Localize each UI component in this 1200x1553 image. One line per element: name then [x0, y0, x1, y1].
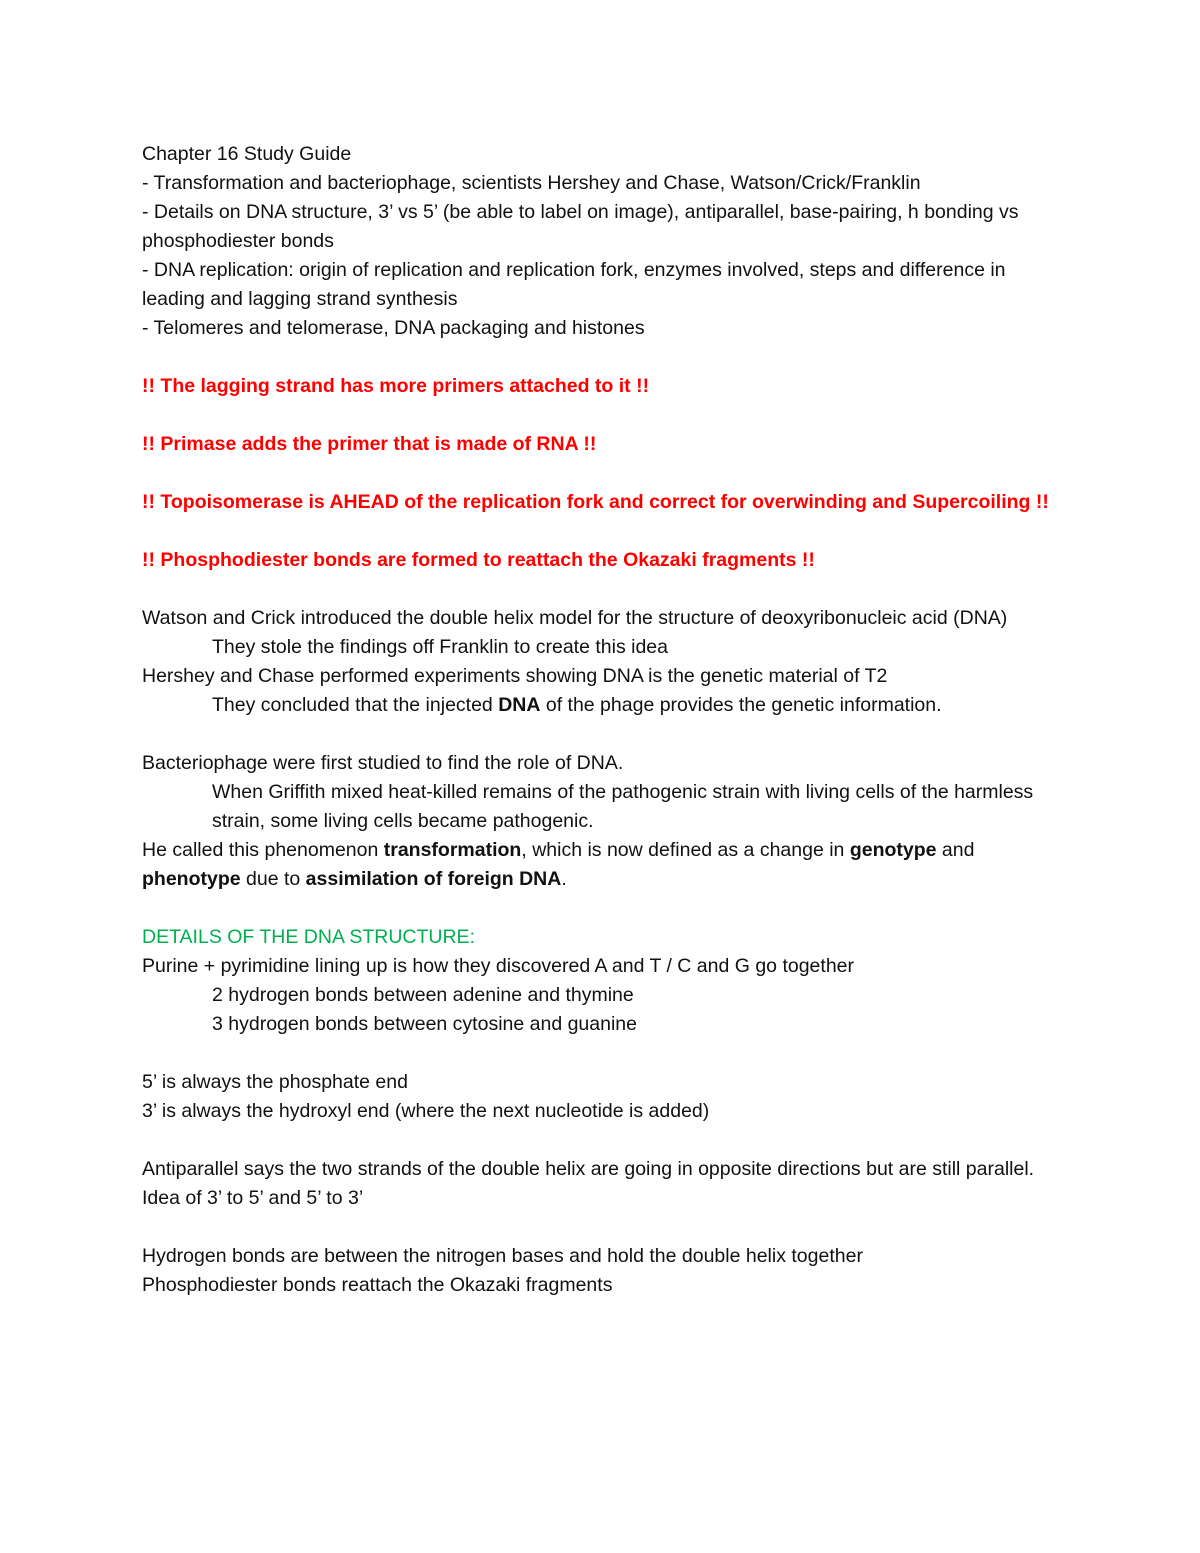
topic-item: - Details on DNA structure, 3’ vs 5’ (be able to label on image), antiparallel, base-pairing, h bonding vs phosphodiester bonds: [142, 201, 1019, 252]
purine-text: Purine + pyrimidine lining up is how they discovered A and T / C and G go together: [142, 955, 854, 977]
topic-item: - Transformation and bacteriophage, scientists Hershey and Chase, Watson/Crick/Franklin: [142, 172, 921, 194]
bold-term: phenotype: [142, 868, 241, 890]
spacer: [142, 401, 1062, 430]
spacer: [142, 720, 1062, 749]
three-prime-text: 3’ is always the hydroxyl end (where the next nucleotide is added): [142, 1100, 710, 1122]
text-run: and: [936, 839, 975, 861]
text-run: .: [561, 868, 567, 890]
highlight-note: !! Primase adds the primer that is made of RNA !!: [142, 433, 597, 455]
text-run: of the phage provides the genetic information.: [540, 694, 942, 716]
five-prime-text: 5’ is always the phosphate end: [142, 1071, 408, 1093]
spacer: [142, 459, 1062, 488]
study-guide-page: [142, 140, 1062, 1300]
highlight-note: !! Phosphodiester bonds are formed to reattach the Okazaki fragments !!: [142, 549, 815, 571]
hershey-chase-text: Hershey and Chase performed experiments showing DNA is the genetic material of T2: [142, 665, 888, 687]
at-bonds-text: 2 hydrogen bonds between adenine and thymine: [212, 984, 634, 1006]
phosphodiester-text: Phosphodiester bonds reattach the Okazaki fragments: [142, 1274, 613, 1296]
transformation-definition: [142, 836, 1062, 894]
hydrogen-bonds-text: Hydrogen bonds are between the nitrogen bases and hold the double helix together: [142, 1245, 863, 1267]
franklin-note: They stole the findings off Franklin to create this idea: [212, 636, 668, 658]
spacer: [142, 1213, 1062, 1242]
text-run: due to: [240, 868, 306, 890]
spacer: [142, 517, 1062, 546]
text-run: , which is now defined as a change in: [521, 839, 850, 861]
bacteriophage-intro: Bacteriophage were first studied to find the role of DNA.: [142, 752, 624, 774]
bold-term: transformation: [383, 839, 522, 861]
topic-item: - Telomeres and telomerase, DNA packaging and histones: [142, 317, 645, 339]
section-heading: DETAILS OF THE DNA STRUCTURE:: [142, 926, 475, 948]
antiparallel-text: Antiparallel says the two strands of the double helix are going in opposite directions but are still parallel. Idea of 3’ to 5’ and 5’ to 3’: [142, 1158, 1035, 1209]
griffith-text: When Griffith mixed heat-killed remains of the pathogenic strain with living cells of the harmless strain, some living cells became pathogenic.: [212, 781, 1034, 832]
spacer: [142, 343, 1062, 372]
highlight-note: !! The lagging strand has more primers attached to it !!: [142, 375, 650, 397]
highlight-note: !! Topoisomerase is AHEAD of the replication fork and correct for overwinding and Supercoiling !!: [142, 491, 1049, 513]
spacer: [142, 894, 1062, 923]
spacer: [142, 1039, 1062, 1068]
spacer: [142, 1126, 1062, 1155]
text-run: They concluded that the injected: [212, 694, 499, 716]
cg-bonds-text: 3 hydrogen bonds between cytosine and guanine: [212, 1013, 637, 1035]
text-run: He called this phenomenon: [142, 839, 384, 861]
page-title: Chapter 16 Study Guide: [142, 143, 352, 165]
hershey-chase-conclusion: [142, 691, 1062, 720]
bold-term: DNA: [498, 694, 541, 716]
watson-crick-text: Watson and Crick introduced the double helix model for the structure of deoxyribonucleic acid (DNA): [142, 607, 1008, 629]
bold-term: assimilation of foreign DNA: [305, 868, 562, 890]
spacer: [142, 575, 1062, 604]
topic-item: - DNA replication: origin of replication and replication fork, enzymes involved, steps and difference in leading and lagging strand synthesis: [142, 259, 1006, 310]
bold-term: genotype: [849, 839, 937, 861]
